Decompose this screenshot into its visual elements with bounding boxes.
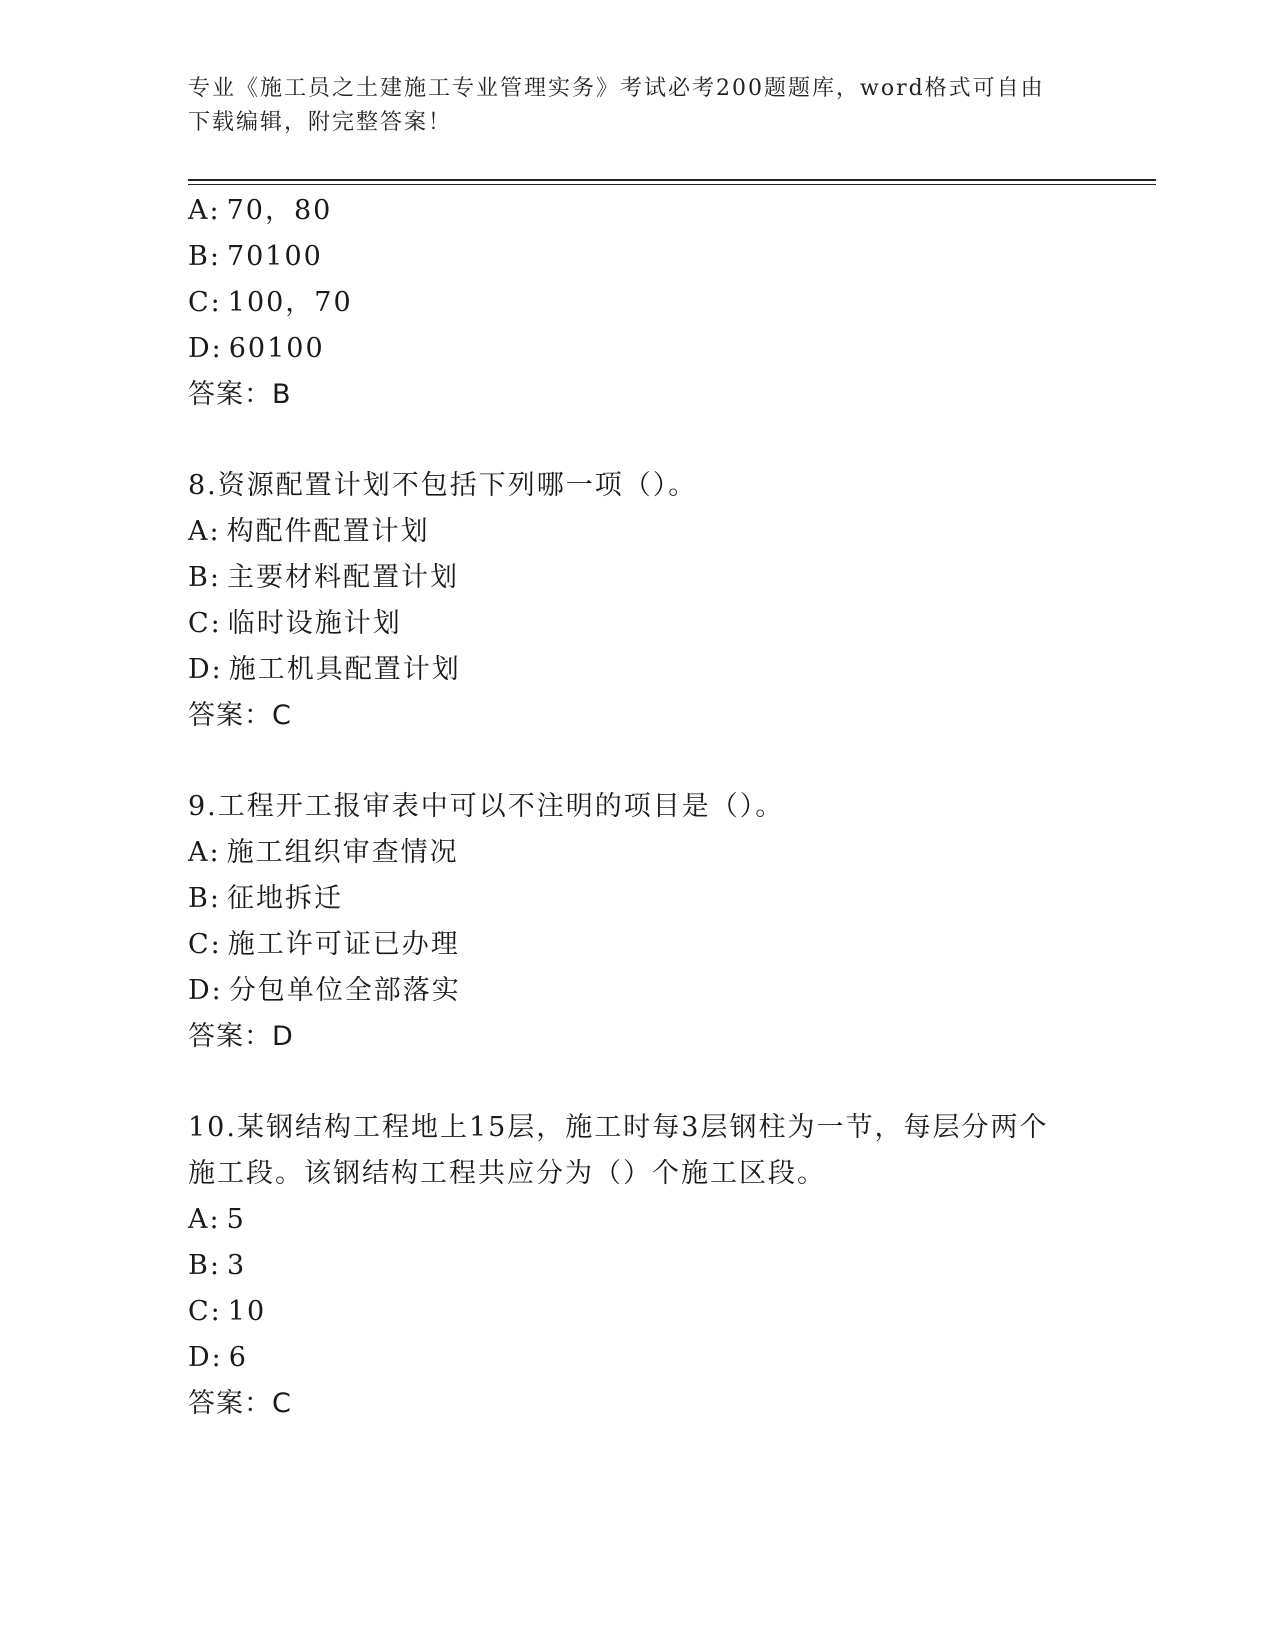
question-stem-line-1: 10.某钢结构工程地上15层，施工时每3层钢柱为一节，每层分两个 <box>188 1112 1049 1143</box>
option-text: 60100 <box>228 333 325 364</box>
spacer <box>188 418 1088 463</box>
option-key: B: <box>188 1250 221 1281</box>
option-key: D: <box>188 1342 223 1373</box>
option-text: 施工组织审查情况 <box>226 837 459 868</box>
option-d <box>188 1335 1088 1381</box>
option-c <box>188 1289 1088 1335</box>
option-text: 施工许可证已办理 <box>227 929 460 960</box>
option-d <box>188 968 1088 1014</box>
option-c <box>188 601 1088 647</box>
option-key: A: <box>188 837 221 868</box>
option-key: B: <box>188 883 221 914</box>
option-text: 临时设施计划 <box>227 608 402 639</box>
question-10 <box>188 1105 1088 1427</box>
option-a <box>188 1197 1088 1243</box>
option-b <box>188 1243 1088 1289</box>
question-8 <box>188 463 1088 739</box>
header-rule-thin <box>188 184 1156 185</box>
option-key: D: <box>188 654 223 685</box>
answer-line: 答案：B <box>188 379 292 410</box>
option-key: B: <box>188 241 221 272</box>
question-list <box>188 188 1088 1427</box>
header-title-line-1: 专业《施工员之土建施工专业管理实务》考试必考200题题库，word格式可自由 <box>188 76 1045 101</box>
option-text: 100，70 <box>227 287 353 318</box>
question-stem: 8.资源配置计划不包括下列哪一项（）。 <box>188 470 698 501</box>
option-c <box>188 280 1088 326</box>
option-key: A: <box>188 1204 221 1235</box>
option-a <box>188 509 1088 555</box>
option-key: D: <box>188 333 223 364</box>
question-stem: 9.工程开工报审表中可以不注明的项目是（）。 <box>188 791 785 822</box>
option-text: 施工机具配置计划 <box>228 654 461 685</box>
option-text: 6 <box>228 1342 248 1373</box>
option-text: 70，80 <box>226 195 333 226</box>
option-text: 分包单位全部落实 <box>228 975 461 1006</box>
option-key: D: <box>188 975 223 1006</box>
option-d <box>188 326 1088 372</box>
option-key: C: <box>188 608 222 639</box>
answer-line: 答案：C <box>188 1388 292 1419</box>
option-a <box>188 188 1088 234</box>
option-text: 70100 <box>226 241 323 272</box>
document-header <box>188 72 1068 140</box>
answer-line: 答案：C <box>188 700 292 731</box>
option-key: C: <box>188 929 222 960</box>
spacer <box>188 1060 1088 1105</box>
option-key: C: <box>188 1296 222 1327</box>
option-text: 构配件配置计划 <box>226 516 430 547</box>
option-d <box>188 647 1088 693</box>
option-b <box>188 876 1088 922</box>
option-text: 3 <box>226 1250 247 1281</box>
option-c <box>188 922 1088 968</box>
option-a <box>188 830 1088 876</box>
option-key: C: <box>188 287 222 318</box>
option-key: B: <box>188 562 221 593</box>
header-title-line-2: 下载编辑，附完整答案！ <box>188 110 453 135</box>
question-7-continued <box>188 188 1088 418</box>
option-text: 主要材料配置计划 <box>226 562 459 593</box>
answer-line: 答案：D <box>188 1021 294 1052</box>
option-text: 5 <box>226 1204 246 1235</box>
option-key: A: <box>188 195 221 226</box>
spacer <box>188 739 1088 784</box>
option-text: 征地拆迁 <box>226 883 343 914</box>
option-b <box>188 234 1088 280</box>
option-text: 10 <box>227 1296 267 1327</box>
option-b <box>188 555 1088 601</box>
question-stem-line-2: 施工段。该钢结构工程共应分为（）个施工区段。 <box>188 1158 826 1189</box>
header-rule-thick <box>188 179 1156 181</box>
option-key: A: <box>188 516 221 547</box>
question-9 <box>188 784 1088 1060</box>
